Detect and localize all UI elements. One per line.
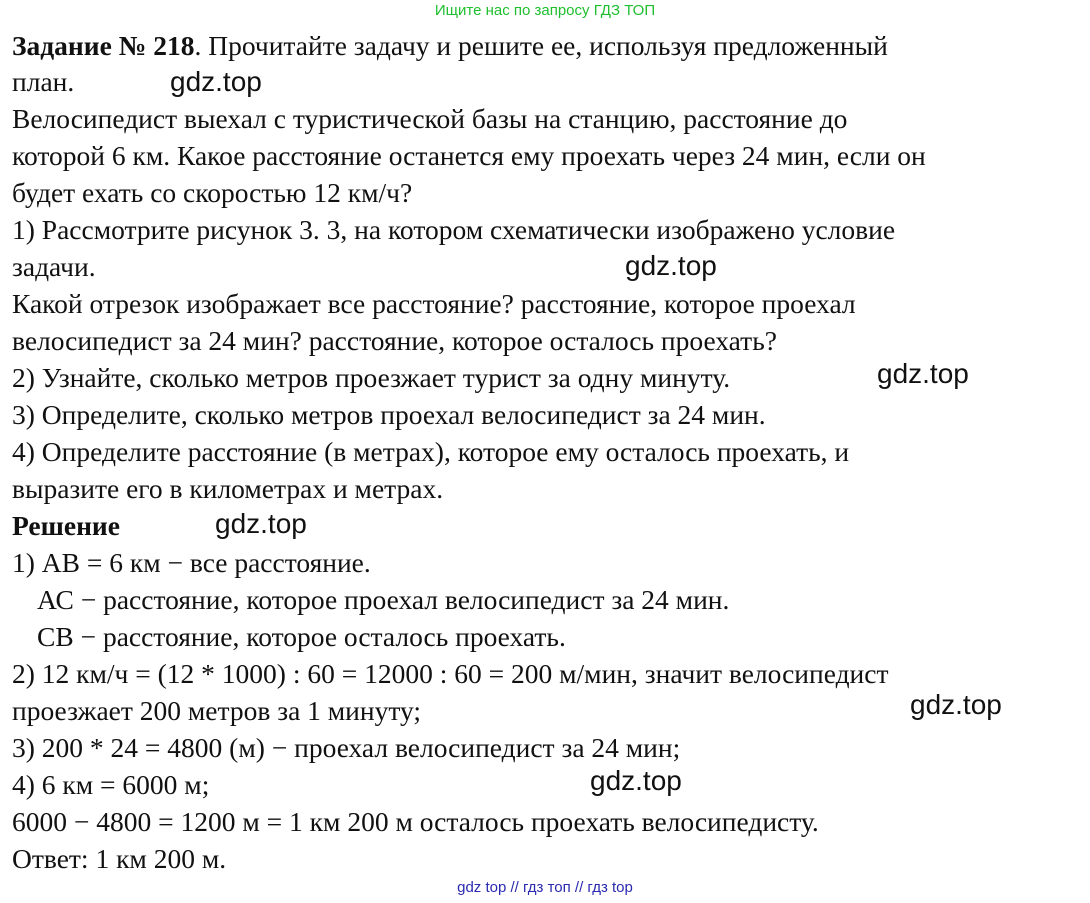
solution-line: проезжает 200 метров за 1 минуту; (12, 695, 422, 726)
watermark: gdz.top (215, 508, 307, 539)
plan-line: велосипедист за 24 мин? расстояние, которое осталось проехать? (12, 325, 777, 356)
watermark: gdz.top (877, 358, 969, 389)
solution-line: АС − расстояние, которое проехал велосипедист за 24 мин. (37, 584, 730, 615)
problem-line: которой 6 км. Какое расстояние останется ему проехать через 24 мин, если он (12, 140, 926, 171)
solution-line: СВ − расстояние, которое осталось проехать. (37, 621, 566, 652)
top-banner: Ищите нас по запросу ГДЗ ТОП (434, 2, 656, 19)
plan-line: выразите его в километрах и метрах. (12, 473, 444, 504)
plan-line: Какой отрезок изображает все расстояние? расстояние, которое проехал (12, 288, 856, 319)
solution-line: 6000 − 4800 = 1200 м = 1 км 200 м осталось проехать велосипедисту. (12, 806, 819, 837)
task-intro: . Прочитайте задачу и решите ее, используя предложенный (194, 30, 888, 61)
watermark: gdz.top (590, 765, 682, 796)
watermark: gdz.top (910, 689, 1002, 720)
plan-line: 2) Узнайте, сколько метров проезжает турист за одну минуту. (12, 362, 731, 393)
task-intro-line2: план. (12, 66, 75, 97)
solution-line: 3) 200 * 24 = 4800 (м) − проехал велосипедист за 24 мин; (12, 732, 681, 763)
plan-line: задачи. (12, 251, 96, 282)
problem-line: Велосипедист выехал с туристической базы на станцию, расстояние до (12, 103, 848, 134)
task-label: Задание № 218 (12, 30, 195, 61)
footer-banner: gdz top // гдз топ // гдз top (457, 879, 633, 896)
solution-heading: Решение (12, 510, 120, 541)
watermark: gdz.top (625, 250, 717, 281)
solution-line: 2) 12 км/ч = (12 * 1000) : 60 = 12000 : 60 = 200 м/мин, значит велосипедист (12, 658, 889, 689)
watermark: gdz.top (170, 66, 262, 97)
answer-line: Ответ: 1 км 200 м. (12, 843, 227, 874)
plan-line: 1) Рассмотрите рисунок 3. 3, на котором схематически изображено условие (12, 214, 896, 245)
solution-line: 4) 6 км = 6000 м; (12, 769, 210, 800)
solution-line: 1) АВ = 6 км − все расстояние. (12, 547, 371, 578)
plan-line: 4) Определите расстояние (в метрах), которое ему осталось проехать, и (12, 436, 850, 467)
task-title-line (12, 28, 888, 64)
plan-line: 3) Определите, сколько метров проехал велосипедист за 24 мин. (12, 399, 766, 430)
problem-line: будет ехать со скоростью 12 км/ч? (12, 177, 413, 208)
